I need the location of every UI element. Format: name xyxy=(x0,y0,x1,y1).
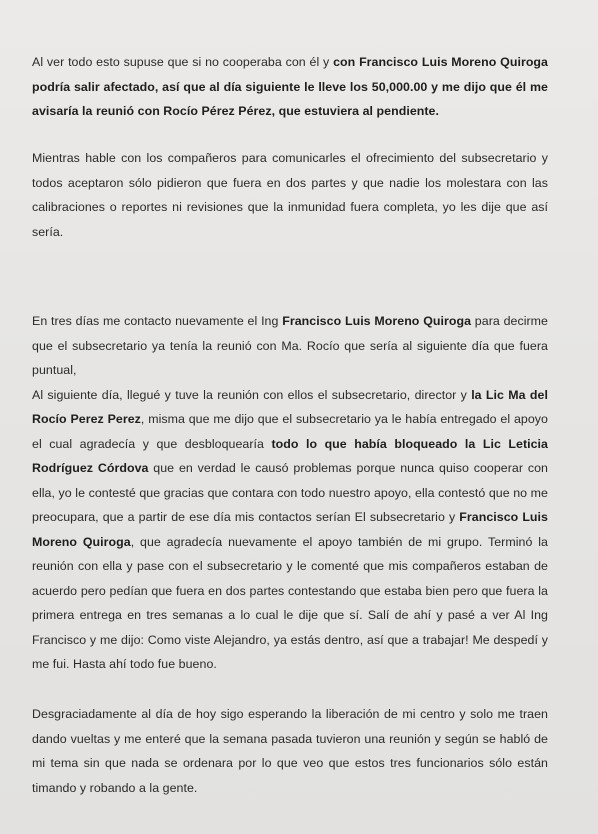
text-run: En tres días me contacto nuevamente el Ing xyxy=(32,314,283,328)
paragraph-1 xyxy=(32,50,548,124)
text-run: , que agradecía nuevamente el apoyo también de mi grupo. Terminó la reunión con ella y pase con el subsecretario y le comenté que mis compañeros estaban de acuerdo pero pedían que fuera en dos partes contestando que estaba bien pero que fuera la primera entrega en tres semanas a lo cual le dije que sí. Salí de ahí y pasé a ver Al Ing Francisco y me dijo: Como viste Alejandro, ya estás dentro, así que a trabajar! Me despedí y me fui. Hasta ahí todo fue bueno. xyxy=(32,534,548,671)
bold-text-run: la Lic Ma del Rocío Perez Perez xyxy=(32,387,548,426)
text-run: Al ver todo esto supuse que si no cooperaba con él y xyxy=(32,55,334,69)
bold-text-run: con Francisco Luis Moreno Quiroga podría salir afectado, así que al día siguiente le lleve los 50,000.00 y me dijo que él me avisaría la reunió con Rocío Pérez Pérez, que estuviera al pendiente. xyxy=(32,55,548,118)
bold-text-run: todo lo que había bloqueado la Lic Leticia Rodríguez Córdova xyxy=(32,436,548,475)
bold-text-run: Francisco Luis Moreno Quiroga xyxy=(32,510,548,549)
text-run: Desgraciadamente al día de hoy sigo esperando la liberación de mi centro y solo me traen dando vueltas y me enteré que la semana pasada tuvieron una reunión y según se habló de mi tema sin que nada se ordenara por lo que veo que estos tres funcionarios sólo están timando y robando a la gente. xyxy=(32,707,548,795)
bold-text-run: Francisco Luis Moreno Quiroga xyxy=(282,314,472,328)
paragraph-2 xyxy=(32,146,548,244)
text-run: para decirme que el subsecretario ya tenía la reunió con Ma. Rocío que sería al siguiente día que fuera puntual, xyxy=(32,314,548,377)
paragraph-4 xyxy=(32,702,548,800)
text-run: Mientras hable con los compañeros para comunicarles el ofrecimiento del subsecretario y todos aceptaron sólo pidieron que fuera en dos partes y que nadie los molestara con las calibraciones o reportes ni revisiones que la inmunidad fuera completa, yo les dije que así sería. xyxy=(32,151,548,239)
text-run: que en verdad le causó problemas porque nunca quiso cooperar con ella, yo le contesté que gracias que contara con todo nuestro apoyo, ella contestó que no me preocupara, que a partir de ese día mis contactos serían El subsecretario y xyxy=(32,461,548,524)
text-run: , misma que me dijo que el subsecretario ya le había entregado el apoyo el cual agradecía y que desbloquearía xyxy=(32,412,548,451)
paragraph-3 xyxy=(32,309,548,677)
text-run: Al siguiente día, llegué y tuve la reunión con ellos el subsecretario, director y xyxy=(32,387,472,402)
